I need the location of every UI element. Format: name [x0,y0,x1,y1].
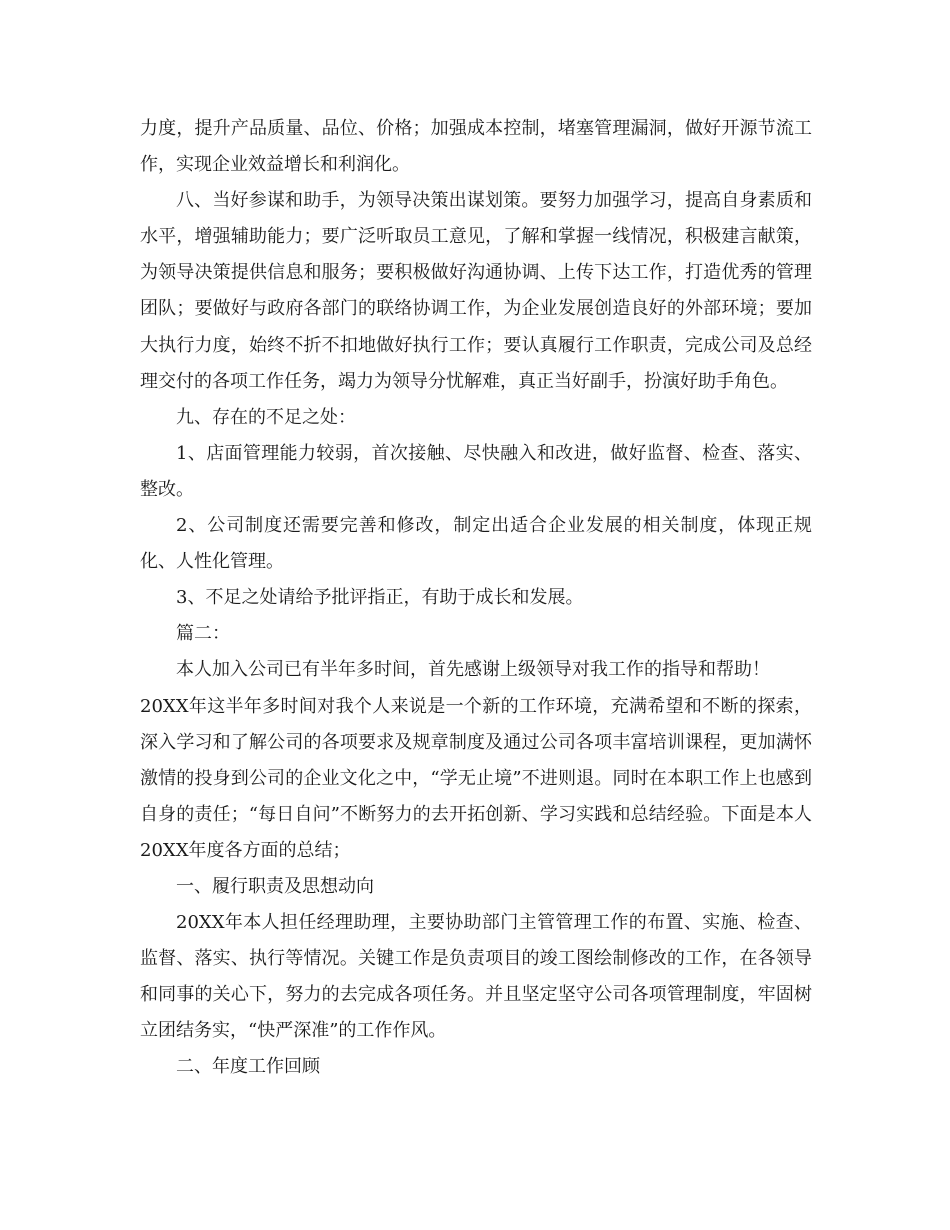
heading-duties: 一、履行职责及思想动向 [176,875,374,897]
paragraph-duties: 20XX年本人担任经理助理，主要协助部门主管管理工作的布置、实施、检查、监督、落实、执行等情况。关键工作是负责项目的竣工图绘制修改的工作，在各领导和同事的关心下，努力的去完成各项任务。并且坚定坚守公司各项管理制度，牢固树立团结务实，“快严深准”的工作作风。 [140,912,812,1042]
document-body [140,111,812,1086]
list-item-1: 1、店面管理能力较弱，首次接触、尽快融入和改进，做好监督、检查、落实、整改。 [140,442,812,500]
heading-section-9: 九、存在的不足之处： [176,406,356,428]
paragraph-year-overview: 20XX年这半年多时间对我个人来说是一个新的工作环境，充满希望和不断的探索，深入学习和了解公司的各项要求及规章制度及通过公司各项丰富培训课程，更加满怀激情的投身到公司的企业文化之中，“学无止境”不进则退。同时在本职工作上也感到自身的责任；“每日自问”不断努力的去开拓创新、学习实践和总结经验。下面是本人20XX年度各方面的总结； [140,695,812,861]
paragraph-section-8: 八、当好参谋和助手，为领导决策出谋划策。要努力加强学习，提高自身素质和水平，增强辅助能力；要广泛听取员工意见，了解和掌握一线情况，积极建言献策，为领导决策提供信息和服务；要积极做好沟通协调、上传下达工作，打造优秀的管理团队；要做好与政府各部门的联络协调工作，为企业发展创造良好的外部环境；要加大执行力度，始终不折不扣地做好执行工作；要认真履行工作职责，完成公司及总经理交付的各项工作任务，竭力为领导分忧解难，真正当好副手，扮演好助手角色。 [140,190,812,392]
heading-annual-review: 二、年度工作回顾 [176,1056,320,1078]
paragraph-intro: 本人加入公司已有半年多时间，首先感谢上级领导对我工作的指导和帮助！ [176,659,770,681]
paragraph-continuation: 力度，提升产品质量、品位、价格；加强成本控制，堵塞管理漏洞，做好开源节流工作，实现企业效益增长和利润化。 [140,118,812,176]
heading-part-2: 篇二： [176,623,230,645]
list-item-3: 3、不足之处请给予批评指正，有助于成长和发展。 [176,587,584,609]
list-item-2: 2、公司制度还需要完善和修改，制定出适合企业发展的相关制度，体现正规化、人性化管理。 [140,515,812,573]
